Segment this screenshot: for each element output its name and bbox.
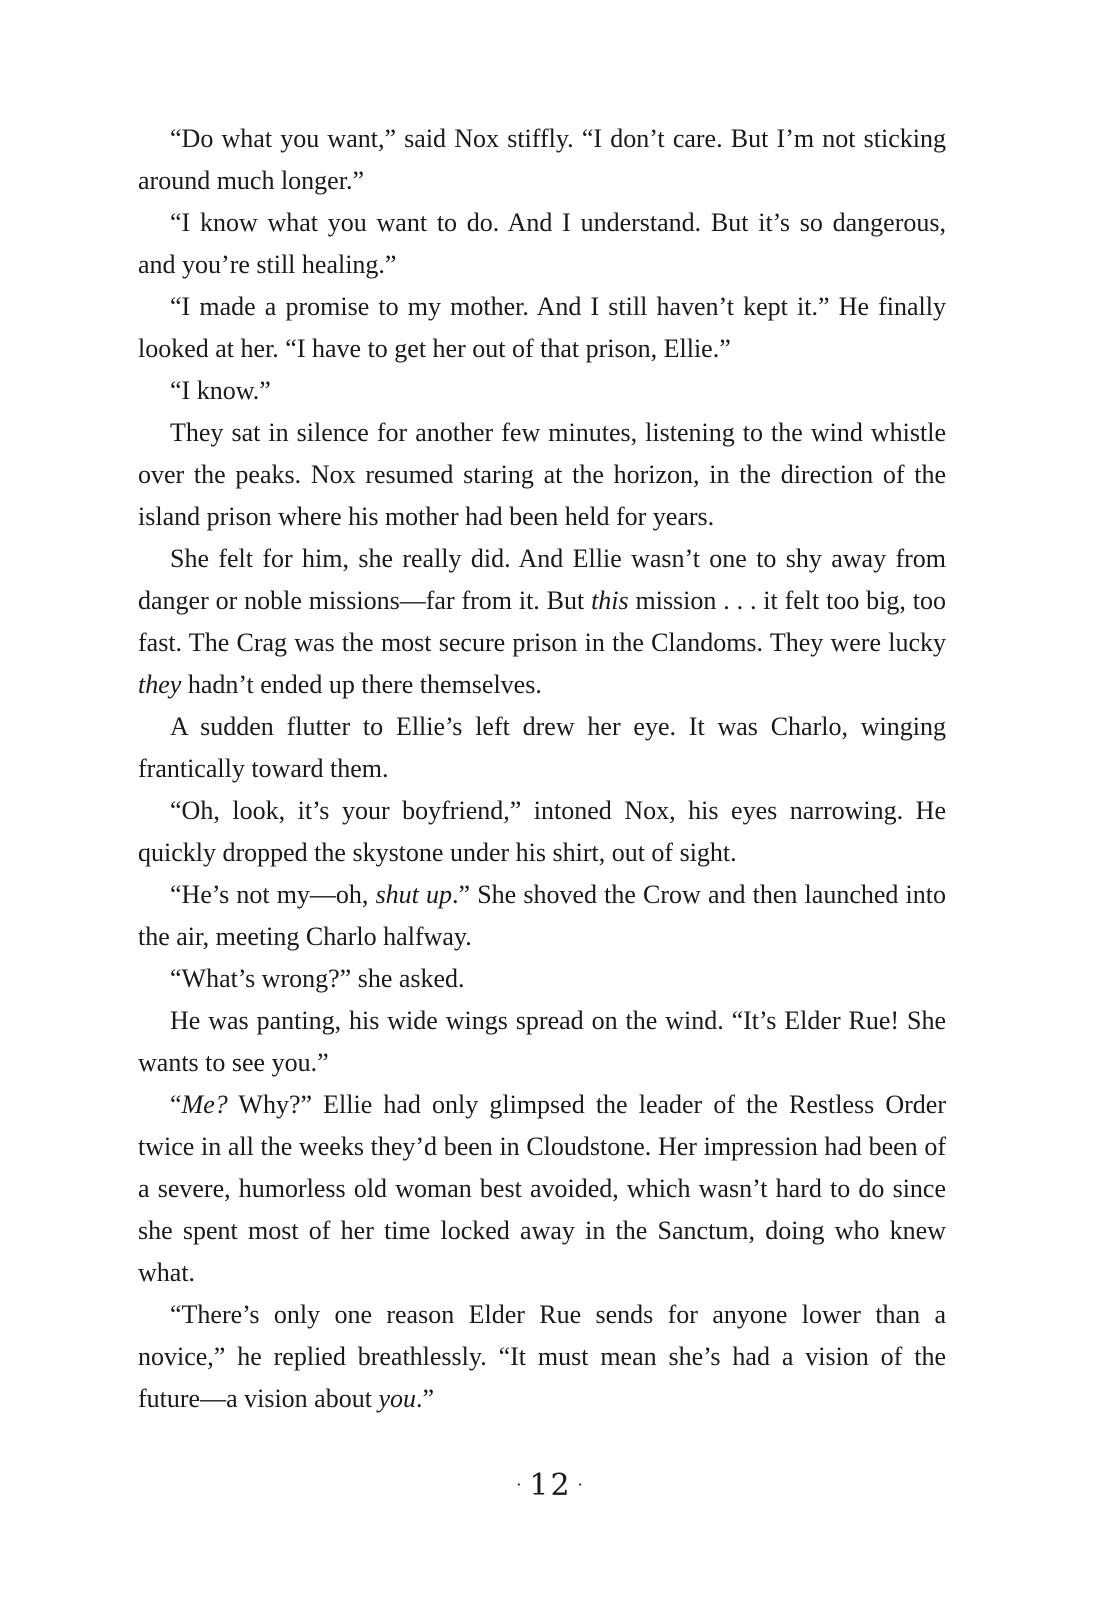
text-run: She felt for him, she really did. And Ellie wasn’t one to shy away from danger or noble missions—far from it. But (138, 544, 946, 615)
paragraph (138, 958, 946, 1000)
italic-run: shut up (375, 880, 453, 909)
text-run: A sudden flutter to Ellie’s left drew her eye. It was Charlo, winging frantically toward them. (138, 712, 946, 783)
text-run: They sat in silence for another few minutes, listening to the wind whistle over the peaks. Nox resumed staring at the horizon, in the direction of the island prison where his mother had been held for years. (138, 418, 946, 531)
paragraph (138, 874, 946, 958)
page-number (0, 1468, 1101, 1503)
text-run: .” (416, 1384, 435, 1413)
italic-run: you (378, 1384, 416, 1413)
text-run: “Do what you want,” said Nox stiffly. “I don’t care. But I’m not sticking around much longer.” (138, 124, 946, 195)
text-run: “I made a promise to my mother. And I still haven’t kept it.” He finally looked at her. “I have to get her out of that prison, Ellie.” (138, 292, 946, 363)
text-run: “I know what you want to do. And I understand. But it’s so dangerous, and you’re still healing.” (138, 208, 946, 279)
text-run: hadn’t ended up there themselves. (181, 670, 542, 699)
paragraph (138, 1294, 946, 1420)
paragraph (138, 370, 946, 412)
paragraph (138, 1084, 946, 1294)
text-run: “There’s only one reason Elder Rue sends for anyone lower than a novice,” he replied breathlessly. “It must mean she’s had a vision of the future—a vision about (138, 1300, 946, 1413)
body-text (138, 118, 946, 1420)
text-run: “Oh, look, it’s your boyfriend,” intoned Nox, his eyes narrowing. He quickly dropped the skystone under his shirt, out of sight. (138, 796, 946, 867)
folio-ornament-left: · (516, 1474, 524, 1494)
text-run: Why?” Ellie had only glimpsed the leader of the Restless Order twice in all the weeks they’d been in Cloudstone. Her impression had been of a severe, humorless old woman best avoided, which wasn’t hard to do since she spent most of her time locked away in the Sanctum, doing who knew what. (138, 1090, 946, 1287)
text-run: “I know.” (170, 376, 271, 405)
paragraph (138, 790, 946, 874)
text-run: “He’s not my—oh, (170, 880, 376, 909)
paragraph (138, 706, 946, 790)
text-run: “What’s wrong?” she asked. (170, 964, 465, 993)
italic-run: Me? (181, 1090, 228, 1119)
text-run: He was panting, his wide wings spread on the wind. “It’s Elder Rue! She wants to see you.” (138, 1006, 946, 1077)
paragraph (138, 286, 946, 370)
folio-ornament-right: · (577, 1474, 585, 1494)
italic-run: they (138, 670, 182, 699)
paragraph (138, 202, 946, 286)
paragraph (138, 118, 946, 202)
text-run: “ (170, 1090, 182, 1119)
paragraph (138, 1000, 946, 1084)
text-run: .” She shoved the Crow and then launched into the air, meeting Charlo halfway. (138, 880, 946, 951)
italic-run: this (591, 586, 629, 615)
text-run: mission . . . it felt too big, too fast. The Crag was the most secure prison in the Clandoms. They were lucky (138, 586, 946, 657)
page-number-value: 12 (529, 1468, 572, 1503)
paragraph (138, 412, 946, 538)
paragraph (138, 538, 946, 706)
